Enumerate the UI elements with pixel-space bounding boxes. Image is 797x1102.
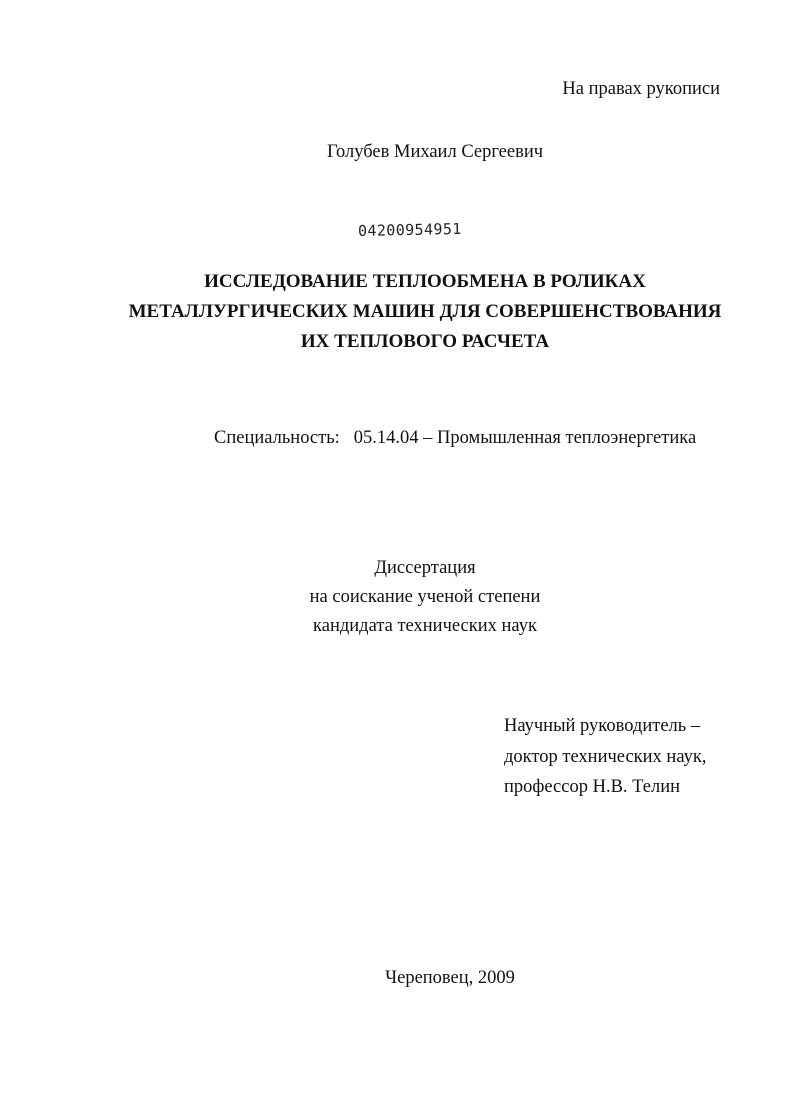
- supervisor-line: профессор Н.В. Телин: [504, 777, 681, 797]
- degree-line: кандидата технических наук: [313, 616, 537, 636]
- specialty-label: Специальность:: [214, 428, 340, 448]
- specialty-value: 05.14.04 – Промышленная теплоэнергетика: [353, 428, 697, 448]
- title-line: ИССЛЕДОВАНИЕ ТЕПЛООБМЕНА В РОЛИКАХ: [204, 271, 646, 292]
- rights-note: На правах рукописи: [562, 79, 720, 99]
- dissertation-title: [0, 267, 797, 357]
- supervisor-line: Научный руководитель –: [504, 716, 701, 736]
- supervisor-line: доктор технических наук,: [504, 746, 707, 767]
- dissertation-degree: [0, 554, 797, 641]
- degree-line: Диссертация: [374, 558, 476, 578]
- place-year: Череповец, 2009: [385, 968, 515, 988]
- title-line: ИХ ТЕПЛОВОГО РАСЧЕТА: [300, 331, 550, 352]
- catalog-number: 04200954951: [357, 219, 462, 240]
- specialty: [214, 428, 696, 449]
- author-name: Голубев Михаил Сергеевич: [326, 142, 544, 162]
- title-line: МЕТАЛЛУРГИЧЕСКИХ МАШИН ДЛЯ СОВЕРШЕНСТВОВАНИЯ: [128, 301, 722, 322]
- supervisor-block: [504, 711, 706, 803]
- degree-line: на соискание ученой степени: [309, 587, 541, 607]
